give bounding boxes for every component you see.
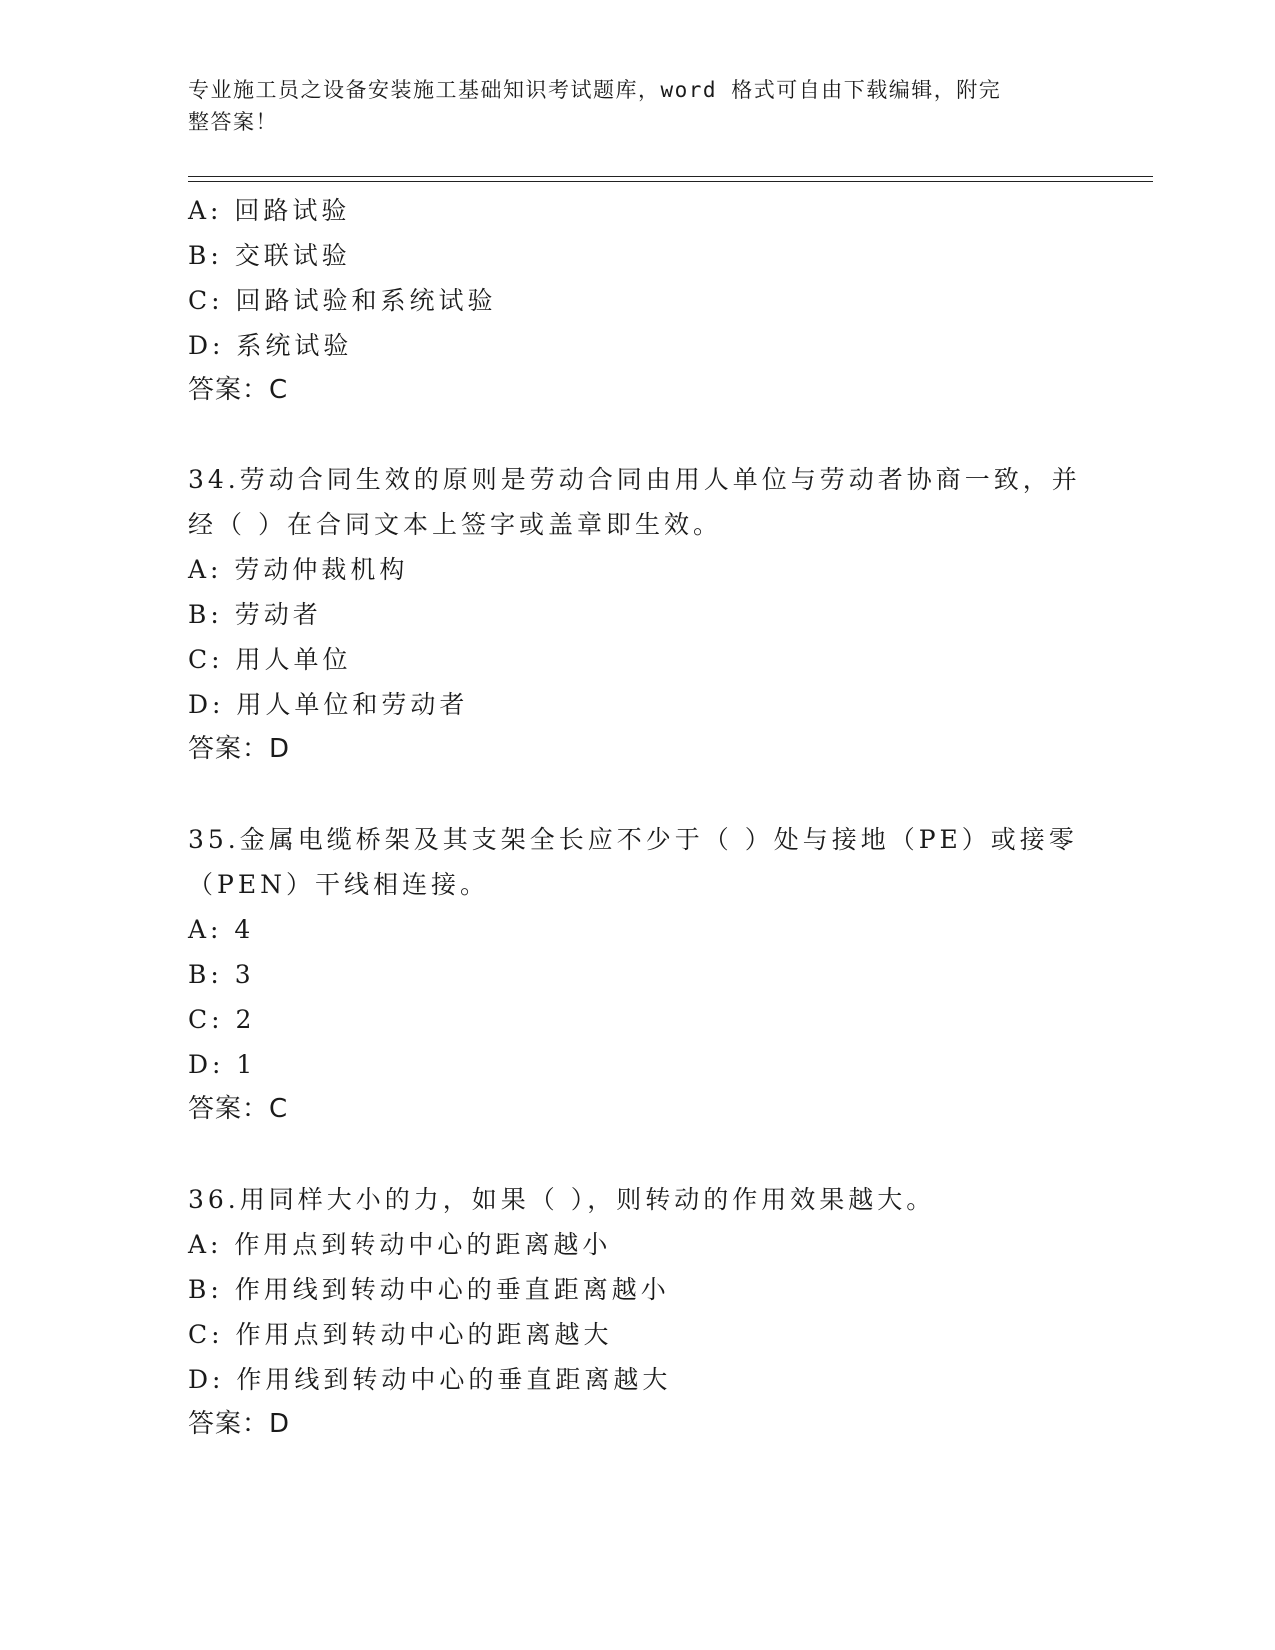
q35-answer: 答案：C — [188, 1094, 289, 1124]
q34-stem-line-1: 34.劳动合同生效的原则是劳动合同由用人单位与劳动者协商一致，并 — [188, 465, 1081, 494]
header-title-line-1: 专业施工员之设备安装施工基础知识考试题库，word 格式可自由下载编辑，附完 — [188, 78, 1002, 102]
q34-option-a: A: 劳动仲裁机构 — [188, 555, 409, 584]
q34-answer: 答案：D — [188, 734, 291, 764]
q34-stem-line-2: 经（ ）在合同文本上签字或盖章即生效。 — [188, 510, 722, 539]
q35-option-a: A: 4 — [188, 915, 255, 944]
header-divider-bottom — [188, 181, 1153, 182]
header-divider-top — [188, 176, 1153, 177]
q33-option-b: B: 交联试验 — [188, 241, 351, 270]
header-title-line-2: 整答案！ — [188, 110, 278, 134]
q36-option-d: D: 作用线到转动中心的垂直距离越大 — [188, 1365, 672, 1394]
q34-option-d: D: 用人单位和劳动者 — [188, 690, 469, 719]
q36-stem-line-1: 36.用同样大小的力，如果（ ），则转动的作用效果越大。 — [188, 1185, 936, 1214]
q35-stem-line-2: （PEN）干线相连接。 — [188, 870, 489, 899]
q34-option-c: C: 用人单位 — [188, 645, 352, 674]
q35-option-b: B: 3 — [188, 960, 255, 989]
q36-option-b: B: 作用线到转动中心的垂直距离越小 — [188, 1275, 670, 1304]
q35-option-c: C: 2 — [188, 1005, 256, 1034]
q33-option-a: A: 回路试验 — [188, 196, 351, 225]
q36-option-c: C: 作用点到转动中心的距离越大 — [188, 1320, 613, 1349]
q35-stem-line-1: 35.金属电缆桥架及其支架全长应不少于（ ）处与接地（PE）或接零 — [188, 825, 1078, 854]
q33-option-d: D: 系统试验 — [188, 331, 353, 360]
q34-option-b: B: 劳动者 — [188, 600, 322, 629]
q36-option-a: A: 作用点到转动中心的距离越小 — [188, 1230, 612, 1259]
q33-answer: 答案：C — [188, 375, 289, 405]
q33-option-c: C: 回路试验和系统试验 — [188, 286, 497, 315]
q36-answer: 答案：D — [188, 1409, 291, 1439]
q35-option-d: D: 1 — [188, 1050, 257, 1079]
